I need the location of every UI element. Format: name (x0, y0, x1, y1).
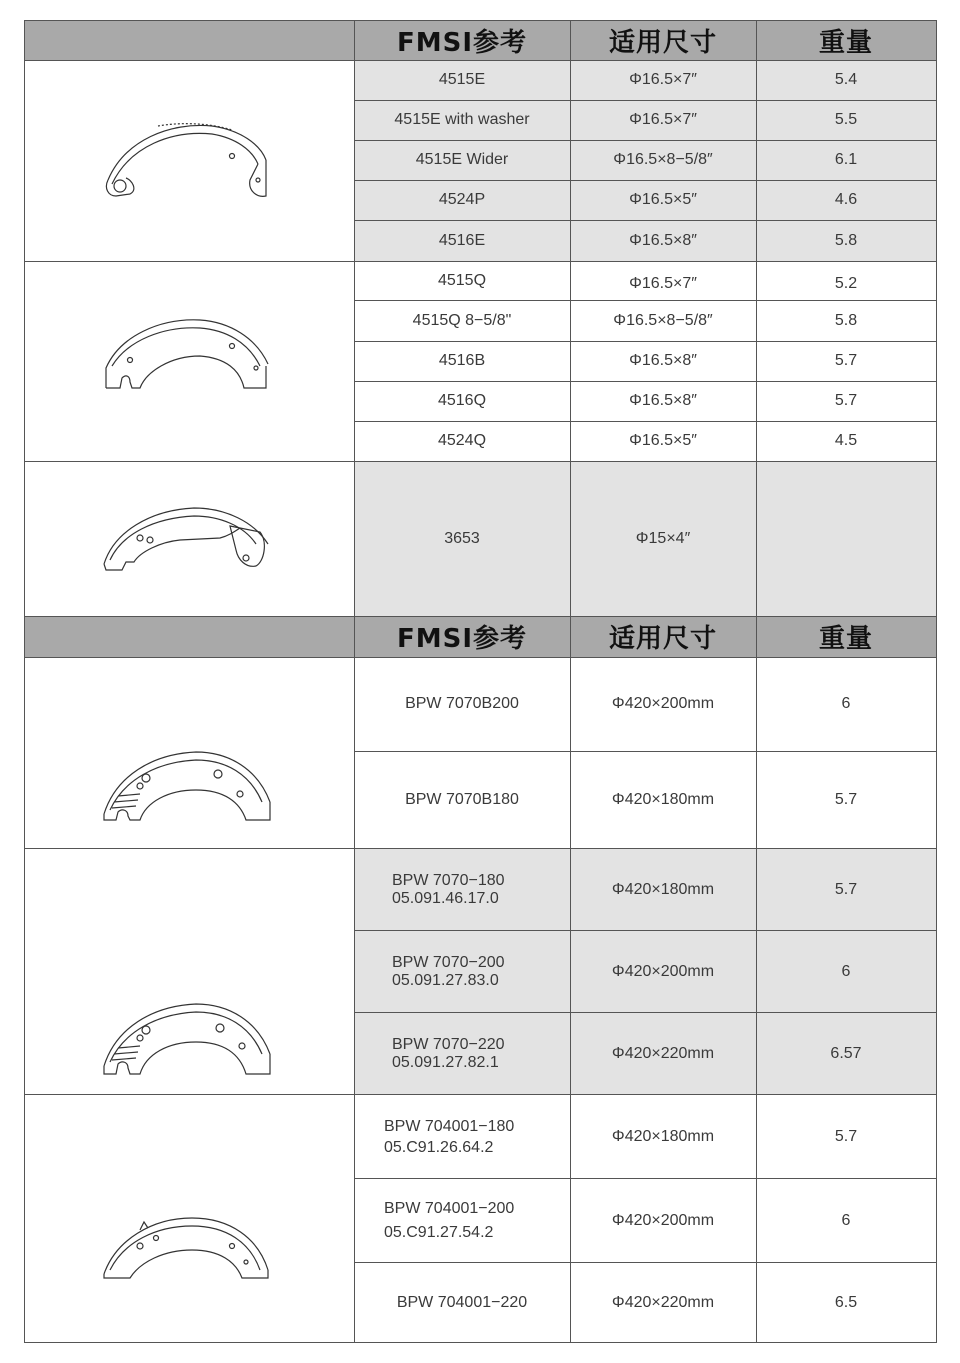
table2-row7-weight: 6 (841, 1212, 851, 1229)
table1-row2-weight: 5.5 (834, 111, 858, 128)
brake-shoe-drawing-d (100, 746, 272, 824)
grid-line (24, 461, 936, 462)
table1-header-fmsi: FMSI参考 (396, 27, 528, 58)
table2-row1-fmsi: BPW 7070B200 (405, 695, 519, 712)
table2-row6-fmsi-line1: BPW 704001−180 (384, 1118, 515, 1135)
table1-row5-weight: 5.8 (834, 231, 858, 249)
grid-line (570, 20, 571, 1343)
table1-header (24, 20, 936, 60)
brake-shoe-drawing-a (100, 118, 272, 204)
table2-row6-weight: 5.7 (834, 1128, 858, 1145)
grid-line (24, 1342, 936, 1343)
table2-row3-fmsi-line1: BPW 7070−180 (392, 872, 505, 889)
table2-row7-fmsi-line1: BPW 704001−200 (384, 1200, 515, 1217)
table1-row1-size: Φ16.5×7″ (629, 71, 697, 88)
table2-row4-size: Φ420×200mm (611, 963, 715, 980)
table1-row6-weight: 5.2 (834, 275, 858, 292)
table2-row3-size: Φ420×180mm (611, 881, 715, 898)
table1-row8-weight: 5.7 (834, 352, 858, 369)
table2-row6-size: Φ420×180mm (611, 1128, 715, 1145)
table2-header (24, 616, 936, 657)
table1-row7-size: Φ16.5×8−5/8″ (613, 312, 713, 329)
table2-row2-weight: 5.7 (834, 791, 858, 808)
table2-row5-fmsi-line2: 05.091.27.82.1 (392, 1054, 499, 1071)
grid-line (936, 20, 937, 1343)
grid-line (24, 20, 936, 21)
table2-row7-fmsi (354, 1179, 570, 1263)
grid-line (354, 751, 936, 752)
brake-shoe-drawing-f (100, 1212, 272, 1280)
table1-row5-size: Φ16.5×8″ (629, 231, 697, 249)
table2-row5-size: Φ420×220mm (611, 1045, 715, 1062)
table2-row8-fmsi: BPW 704001−220 (396, 1293, 528, 1311)
table2-row4-fmsi-line1: BPW 7070−200 (392, 954, 505, 971)
table1-header-size: 适用尺寸 (608, 27, 717, 58)
grid-line (354, 421, 936, 422)
table1-row4-fmsi: 4524P (438, 191, 486, 208)
table1-row5-fmsi: 4516E (438, 231, 486, 249)
grid-line (354, 1262, 936, 1263)
grid-line (354, 930, 936, 931)
table1-row8-fmsi: 4516B (438, 352, 486, 369)
table1-row3-weight: 6.1 (834, 151, 858, 168)
table1-row10-size: Φ16.5×5″ (629, 432, 697, 449)
table2-row5-fmsi-line1: BPW 7070−220 (392, 1036, 505, 1053)
grid-line (354, 220, 936, 221)
grid-line (24, 616, 936, 617)
table2-row8-size: Φ420×220mm (611, 1293, 715, 1311)
grid-line (24, 261, 936, 262)
grid-line (756, 20, 757, 1343)
brake-shoe-drawing-c (100, 502, 272, 574)
table1-row4-size: Φ16.5×5″ (629, 191, 697, 208)
table1-row7-weight: 5.8 (834, 312, 858, 329)
grid-line (24, 1094, 936, 1095)
table1-row9-fmsi: 4516Q (437, 392, 487, 409)
table1-row2-fmsi: 4515E with washer (394, 111, 530, 128)
table2-row7-fmsi-line2: 05.C91.27.54.2 (384, 1224, 494, 1241)
grid-line (24, 848, 936, 849)
table1-row4-weight: 4.6 (834, 191, 858, 208)
table1-row11-fmsi: 3653 (444, 530, 480, 547)
table2-row7-size: Φ420×200mm (611, 1212, 715, 1229)
table1-row1-weight: 5.4 (834, 71, 858, 88)
grid-line (24, 20, 25, 1343)
table2-header-fmsi: FMSI参考 (396, 624, 528, 654)
table1-row10-fmsi: 4524Q (437, 432, 487, 449)
grid-line (354, 180, 936, 181)
table2-row4-weight: 6 (841, 963, 851, 980)
table2-row3-fmsi (354, 849, 570, 931)
grid-line (24, 657, 936, 658)
table1-row1-fmsi: 4515E (438, 71, 486, 88)
table2-header-size: 适用尺寸 (608, 624, 717, 654)
table1-row2-size: Φ16.5×7″ (629, 111, 697, 128)
table2-row2-fmsi: BPW 7070B180 (405, 791, 519, 808)
grid-line (354, 381, 936, 382)
table2-row4-fmsi-line2: 05.091.27.83.0 (392, 972, 499, 989)
table2-row4-fmsi (354, 931, 570, 1013)
table2-row5-weight: 6.57 (830, 1045, 862, 1062)
table2-row6-fmsi-line2: 05.C91.26.64.2 (384, 1139, 494, 1156)
table2-row6-fmsi (354, 1095, 570, 1179)
table2-row8-weight: 6.5 (834, 1293, 858, 1311)
brake-shoe-drawing-e (100, 998, 272, 1078)
table1-row9-size: Φ16.5×8″ (629, 392, 697, 409)
grid-line (24, 60, 936, 61)
table1-header-weight: 重量 (818, 27, 873, 58)
table1-row3-size: Φ16.5×8−5/8″ (613, 151, 713, 168)
table1-row7-fmsi: 4515Q 8−5/8" (412, 312, 512, 329)
table2-row2-size: Φ420×180mm (611, 791, 715, 808)
grid-line (354, 20, 355, 1343)
grid-line (354, 140, 936, 141)
table1-row11-size: Φ15×4″ (635, 530, 691, 547)
table1-row9-weight: 5.7 (834, 392, 858, 409)
brake-shoe-drawing-b (100, 312, 272, 392)
table2-row3-weight: 5.7 (834, 881, 858, 898)
grid-line (354, 341, 936, 342)
table2-row1-weight: 6 (841, 695, 851, 712)
grid-line (354, 100, 936, 101)
grid-line (354, 1012, 936, 1013)
grid-line (354, 300, 936, 301)
table1-row3-fmsi: 4515E Wider (415, 151, 509, 168)
table2-row5-fmsi (354, 1013, 570, 1095)
grid-line (354, 1178, 936, 1179)
table1-row6-fmsi: 4515Q (437, 272, 487, 289)
table1-row6-size: Φ16.5×7″ (629, 275, 697, 292)
table2-row1-size: Φ420×200mm (611, 695, 715, 712)
table2-row3-fmsi-line2: 05.091.46.17.0 (392, 890, 499, 907)
table1-row11-weight (756, 462, 936, 616)
table2-header-weight: 重量 (818, 624, 873, 654)
table1-row10-weight: 4.5 (834, 432, 858, 449)
table1-row8-size: Φ16.5×8″ (629, 352, 697, 369)
